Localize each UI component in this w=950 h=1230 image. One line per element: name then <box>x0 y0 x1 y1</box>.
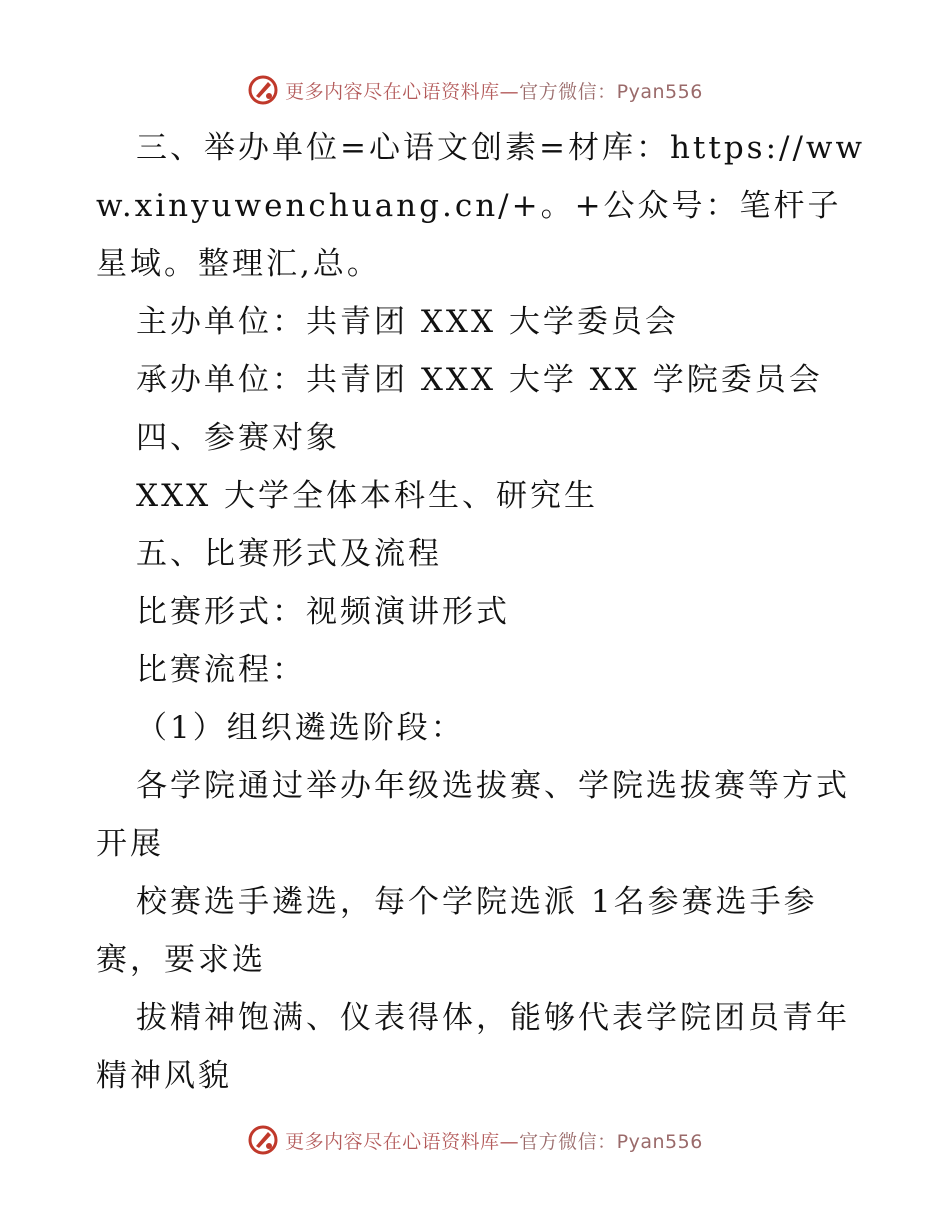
heading-format-process: 五、比赛形式及流程 <box>136 536 442 572</box>
watermark-text: 更多内容尽在心语资料库—官方微信：Pyan556 <box>285 80 703 103</box>
watermark-text: 更多内容尽在心语资料库—官方微信：Pyan556 <box>285 1130 703 1153</box>
paragraph-selection-detail-2: 校赛选手遴选，每个学院选派 1名参赛选手参赛，要求选 <box>96 884 818 978</box>
logo-icon <box>247 74 279 106</box>
paragraph-participants: XXX 大学全体本科生、研究生 <box>136 478 599 514</box>
paragraph-organizer: 三、举办单位=心语文创素=材库：https://www.xinyuwenchuang.cn/+。+公众号：笔杆子星域。整理汇,总。 <box>96 130 865 282</box>
paragraph-process-label: 比赛流程： <box>136 652 306 688</box>
paragraph-selection-stage: （1）组织遴选阶段： <box>136 710 465 746</box>
document-body <box>96 119 866 1105</box>
paragraph-host: 主办单位：共青团 XXX 大学委员会 <box>136 304 679 340</box>
footer-watermark <box>0 1120 950 1160</box>
paragraph-co-host: 承办单位：共青团 XXX 大学 XX 学院委员会 <box>136 362 823 398</box>
header-watermark <box>0 70 950 110</box>
paragraph-selection-detail-1: 各学院通过举办年级选拔赛、学院选拔赛等方式开展 <box>96 768 850 862</box>
heading-participants: 四、参赛对象 <box>136 420 340 456</box>
paragraph-selection-detail-3: 拔精神饱满、仪表得体，能够代表学院团员青年精神风貌 <box>96 1000 850 1094</box>
paragraph-format: 比赛形式：视频演讲形式 <box>136 594 510 630</box>
logo-icon <box>247 1124 279 1156</box>
